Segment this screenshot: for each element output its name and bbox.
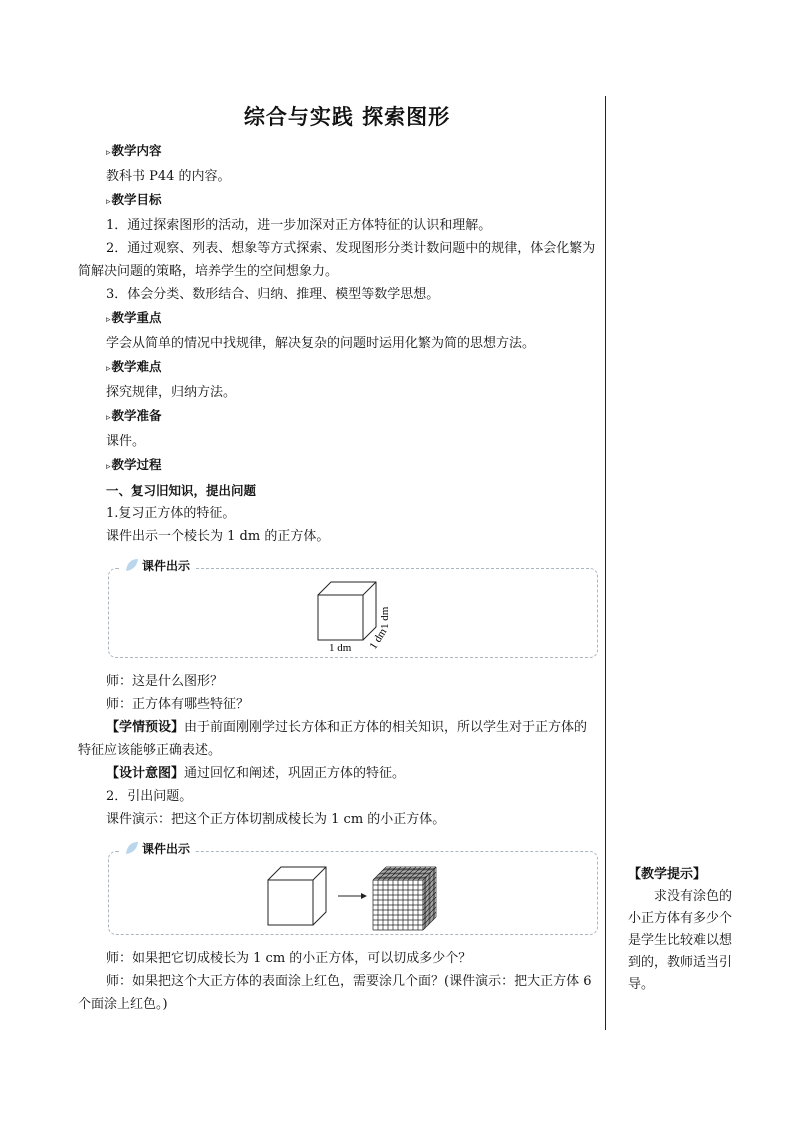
preview-text: 由于前面刚刚学过长方体和正方体的相关知识，所以学生对于正方体的特征应该能够正确表述。	[78, 720, 588, 758]
cube-edge-label-bottom: 1 dm	[329, 642, 352, 654]
teaching-tip-text: 求没有涂色的小正方体有多少个是学生比较难以想到的，教师适当引导。	[628, 889, 733, 992]
section-heading-difficulty	[78, 355, 598, 381]
lesson-plan-body	[78, 95, 598, 1016]
section-heading-goals	[78, 188, 598, 214]
triangle-marker-icon: ▹	[106, 364, 111, 374]
courseware-label-text: 课件出示	[142, 842, 191, 856]
section-heading-text: 教学内容	[111, 143, 162, 158]
arrow-icon	[338, 893, 367, 899]
margin-divider	[605, 96, 606, 1030]
triangle-marker-icon: ▹	[106, 462, 111, 472]
design-intent	[78, 762, 598, 785]
paragraph: 2．引出问题。	[106, 789, 193, 804]
paragraph: 课件出示一个棱长为 1 dm 的正方体。	[106, 529, 330, 544]
large-cube	[268, 867, 326, 925]
triangle-marker-icon: ▹	[106, 148, 111, 158]
section-heading-content	[78, 139, 598, 165]
cube-edge-label-right: 1 dm	[379, 606, 391, 629]
teacher-question-1: 师：这是什么图形？	[106, 674, 224, 689]
key-text: 学会从简单的情况中找规律，解决复杂的问题时运用化繁为简的思想方法。	[106, 336, 536, 351]
cube-cut-figure	[109, 852, 597, 934]
student-preview	[78, 716, 598, 762]
intent-text: 通过回忆和阐述，巩固正方体的特征。	[184, 766, 406, 781]
page-title: 综合与实践 探索图形	[243, 105, 451, 129]
courseware-box-1	[108, 559, 598, 658]
courseware-box-2	[108, 842, 598, 935]
triangle-marker-icon: ▹	[106, 413, 111, 423]
triangle-marker-icon: ▹	[106, 197, 111, 207]
preview-tag: 【学情预设】	[106, 720, 185, 735]
section-heading-text: 教学过程	[111, 457, 162, 472]
preparation-text: 课件。	[106, 434, 146, 449]
section-heading-text: 教学难点	[111, 359, 162, 374]
section-heading-text: 教学目标	[111, 192, 162, 207]
teaching-tip-heading: 【教学提示】	[628, 867, 707, 882]
section-heading-text: 教学准备	[111, 408, 162, 423]
courseware-label-text: 课件出示	[142, 559, 191, 573]
section-heading-key	[78, 306, 598, 332]
goal-2: 2．通过观察、列表、想象等方式探索、发现图形分类计数问题中的规律，体会化繁为简解决问题的策略，培养学生的空间想象力。	[78, 241, 596, 279]
part-1-heading: 一、复习旧知识，提出问题	[106, 483, 257, 498]
goal-1: 1．通过探索图形的活动，进一步加深对正方体特征的认识和理解。	[106, 218, 492, 233]
triangle-marker-icon: ▹	[106, 315, 111, 325]
small-cubes-grid	[373, 867, 436, 930]
cube-1dm-figure	[109, 569, 597, 657]
goal-3: 3．体会分类、数形结合、归纳、推理、模型等数学思想。	[106, 287, 440, 302]
teacher-question-3: 师：如果把它切成棱长为 1 cm 的小正方体，可以切成多少个？	[106, 951, 472, 966]
content-text: 教科书 P44 的内容。	[106, 169, 231, 184]
teacher-question-4: 师：如果把这个大正方体的表面涂上红色，需要涂几个面？(课件演示：把大正方体 6 个面涂上红色。)	[78, 974, 592, 1012]
section-heading-text: 教学重点	[111, 310, 162, 325]
difficulty-text: 探究规律，归纳方法。	[106, 385, 237, 400]
teacher-question-2: 师：正方体有哪些特征？	[106, 697, 250, 712]
paragraph: 课件演示：把这个正方体切割成棱长为 1 cm 的小正方体。	[106, 812, 446, 827]
teaching-tip-sidebar	[628, 864, 740, 996]
paragraph: 1.复习正方体的特征。	[106, 506, 236, 521]
intent-tag: 【设计意图】	[106, 766, 185, 781]
cube-edge-label-depth: 1 dm	[367, 626, 390, 652]
section-heading-process	[78, 453, 598, 479]
section-heading-preparation	[78, 404, 598, 430]
